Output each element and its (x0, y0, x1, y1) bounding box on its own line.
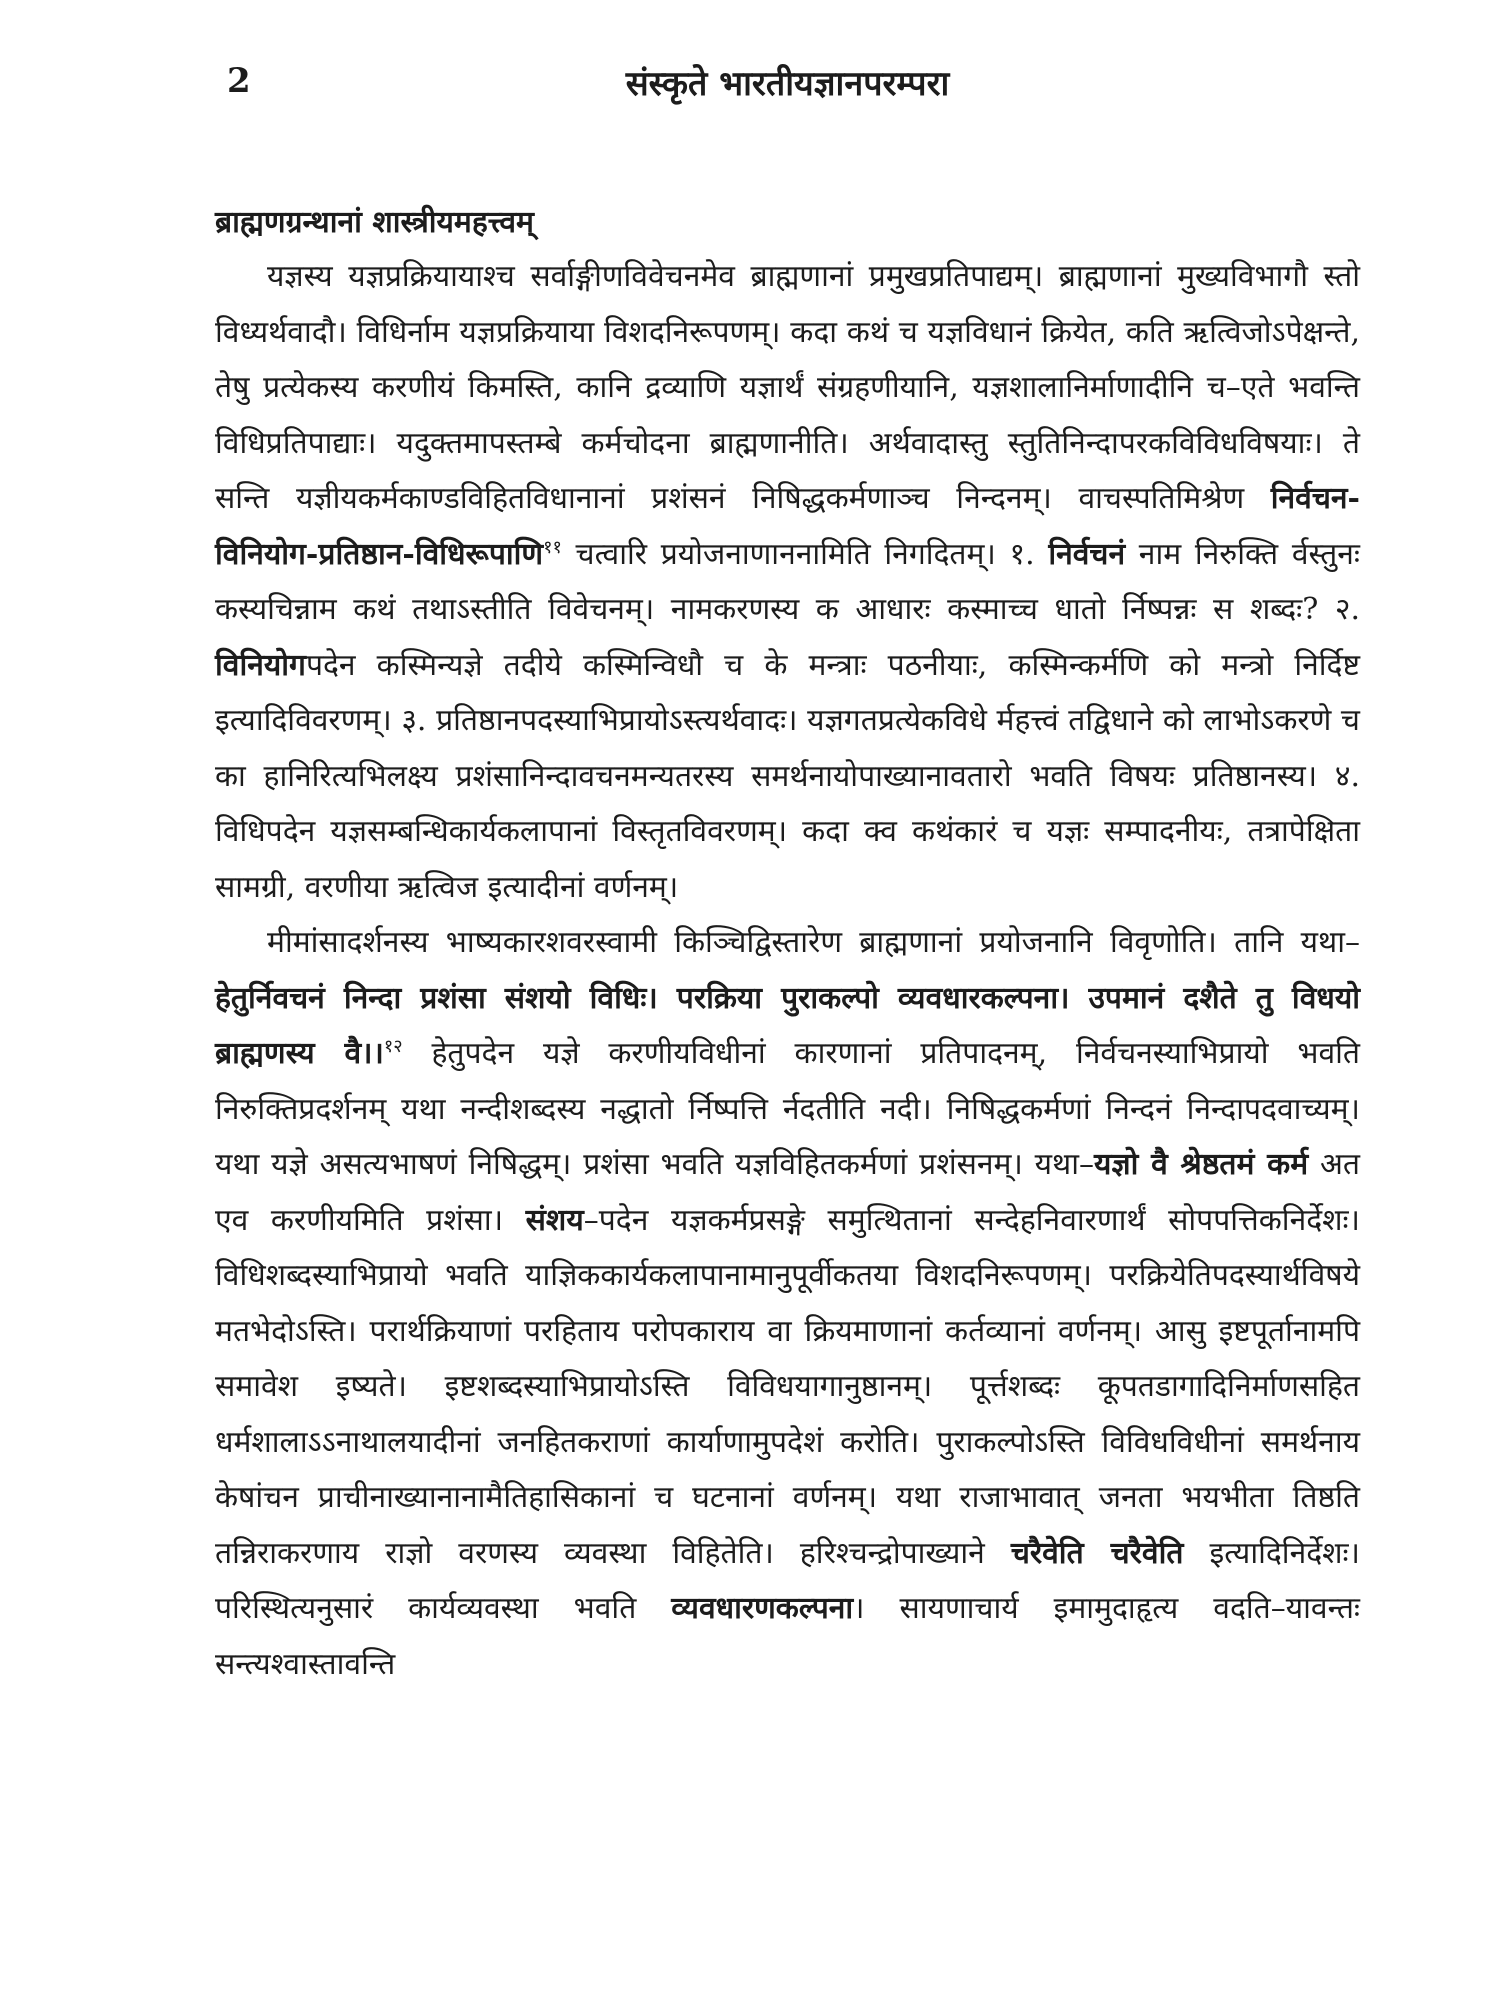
footnote-marker: १२ (383, 1036, 403, 1057)
paragraph-2-text: मीमांसादर्शनस्य भाष्यकारशवरस्वामी किञ्चिद्विस्तारेण ब्राह्मणानां प्रयोजनानि विवृणोति। तानि यथा– (267, 925, 1360, 960)
document-page (215, 55, 1360, 1692)
paragraph-1-text: नाम निरुक्ति र्वस्तुनः कस्यचिन्नाम कथं तथाऽस्तीति विवेचनम्। नामकरणस्य क आधारः कस्माच्च धातो र्निष्पन्नः स शब्दः? २. (215, 536, 1360, 627)
paragraph-2-text: हेतुपदेन यज्ञे करणीयविधीनां कारणानां प्रतिपादनम्, निर्वचनस्याभिप्रायो भवति निरुक्तिप्रदर्शनम् यथा नन्दीशब्दस्य नद्धातो र्निष्पत्ति र्नदतीति नदी। निषिद्धकर्मणां निन्दनं निन्दापदवाच्यम्। यथा यज्ञे असत्यभाषणं निषिद्धम्। प्रशंसा भवति यज्ञविहितकर्मणां प्रशंसनम्। यथा– (215, 1036, 1360, 1182)
section-heading: ब्राह्मणग्रन्थानां शास्त्रीयमहत्त्वम् (215, 205, 534, 240)
bold-term: निर्वचन-विनियोग-प्रतिष्ठान-विधिरूपाणि (215, 481, 1360, 572)
paragraph-1-text: चत्वारि प्रयोजनाणाननामिति निगदितम्। १. (561, 536, 1049, 572)
paragraph-1 (215, 249, 1360, 915)
paragraph-2-text: । सायणाचार्य इमामुदाहृत्य वदति–यावन्तः सन्त्यश्वास्तावन्ति (215, 1591, 1360, 1682)
paragraph-1-text: पदेन कस्मिन्यज्ञे तदीये कस्मिन्विधौ च के मन्त्राः पठनीयाः, कस्मिन्कर्मणि को मन्त्रो निर्दिष्ट इत्यादिविवरणम्। ३. प्रतिष्ठानपदस्याभिप्रायोऽस्त्यर्थवादः। यज्ञगतप्रत्येकविधे र्महत्त्वं तद्विधाने को लाभोऽकरणे च का हानिरित्यभिलक्ष्य प्रशंसानिन्दावचनमन्यतरस्य समर्थनायोपाख्यानावतारो भवति विषयः प्रतिष्ठानस्य। ४. विधिपदेन यज्ञसम्बन्धिकार्यकलापानां विस्तृतविवरणम्। कदा क्व कथंकारं च यज्ञः सम्पादनीयः, तत्रापेक्षिता सामग्री, वरणीया ऋत्विज इत्यादीनां वर्णनम्। (215, 647, 1360, 905)
page-number: 2 (227, 61, 251, 101)
bold-term: चरैवेति चरैवेति (1010, 1535, 1184, 1571)
bold-term: व्यवधारणकल्पना (671, 1591, 854, 1626)
paragraph-2-text: इत्यादिनिर्देशः। परिस्थित्यनुसारं कार्यव्यवस्था भवति (215, 1535, 1360, 1626)
bold-term: यज्ञो वै श्रेष्ठतमं कर्म (1094, 1147, 1309, 1182)
page-header (215, 55, 1360, 115)
bold-term: निर्वचनं (1048, 536, 1126, 572)
bold-term: विनियोग (215, 647, 306, 683)
footnote-marker: ११ (543, 536, 562, 558)
bold-verse: हेतुर्निवचनं निन्दा प्रशंसा संशयो विधिः। परक्रिया पुराकल्पो व्यवधारकल्पना। उपमानं दशैते तु विधयो ब्राह्मणस्य वै।। (215, 980, 1360, 1071)
paragraph-2-text: –पदेन यज्ञकर्मप्रसङ्गे समुत्थितानां सन्देहनिवारणार्थं सोपपत्तिकनिर्देशः। विधिशब्दस्याभिप्रायो भवति याज्ञिककार्यकलापानामानुपूर्वीकतया विशदनिरूपणम्। परक्रियेतिपदस्यार्थविषये मतभेदोऽस्ति। परार्थक्रियाणां परहिताय परोपकाराय वा क्रियमाणानां कर्तव्यानां वर्णनम्। आसु इष्टपूर्तानामपि समावेश इष्यते। इष्टशब्दस्याभिप्रायोऽस्ति विविधयागानुष्ठानम्। पूर्त्तशब्दः कूपतडागादिनिर्माणसहित धर्मशालाऽऽनाथालयादीनां जनहितकराणां कार्याणामुपदेशं करोति। पुराकल्पोऽस्ति विविधविधीनां समर्थनाय केषांचन प्राचीनाख्यानानामैतिहासिकानां च घटनानां वर्णनम्। यथा राजाभावात् जनता भयभीता तिष्ठति तन्निराकरणाय राज्ञो वरणस्य व्यवस्था विहितेति। हरिश्चन्द्रोपाख्याने (215, 1202, 1360, 1571)
paragraph-1-text: यज्ञस्य यज्ञप्रक्रियायाश्च सर्वाङ्गीणविवेचनमेव ब्राह्मणानां प्रमुखप्रतिपाद्यम्। ब्राह्मणानां मुख्यविभागौ स्तो विध्यर्थवादौ। विधिर्नाम यज्ञप्रक्रियाया विशदनिरूपणम्। कदा कथं च यज्ञविधानं क्रियेत, कति ऋत्विजोऽपेक्षन्ते, तेषु प्रत्येकस्य करणीयं किमस्ति, कानि द्रव्याणि यज्ञार्थं संग्रहणीयानि, यज्ञशालानिर्माणादीनि च–एते भवन्ति विधिप्रतिपाद्याः। यदुक्तमापस्तम्बे कर्मचोदना ब्राह्मणानीति। अर्थवादास्तु स्तुतिनिन्दापरकविविधविषयाः। ते सन्ति यज्ञीयकर्मकाण्डविहितविधानानां प्रशंसनं निषिद्धकर्मणाञ्च निन्दनम्। वाचस्पतिमिश्रेण (215, 259, 1360, 516)
running-title: संस्कृते भारतीयज्ञानपरम्परा (625, 64, 950, 104)
bold-term: संशय (525, 1202, 584, 1238)
paragraph-2 (215, 915, 1360, 1692)
paragraph-2-text: अत एव करणीयमिति प्रशंसा। (215, 1147, 1361, 1238)
